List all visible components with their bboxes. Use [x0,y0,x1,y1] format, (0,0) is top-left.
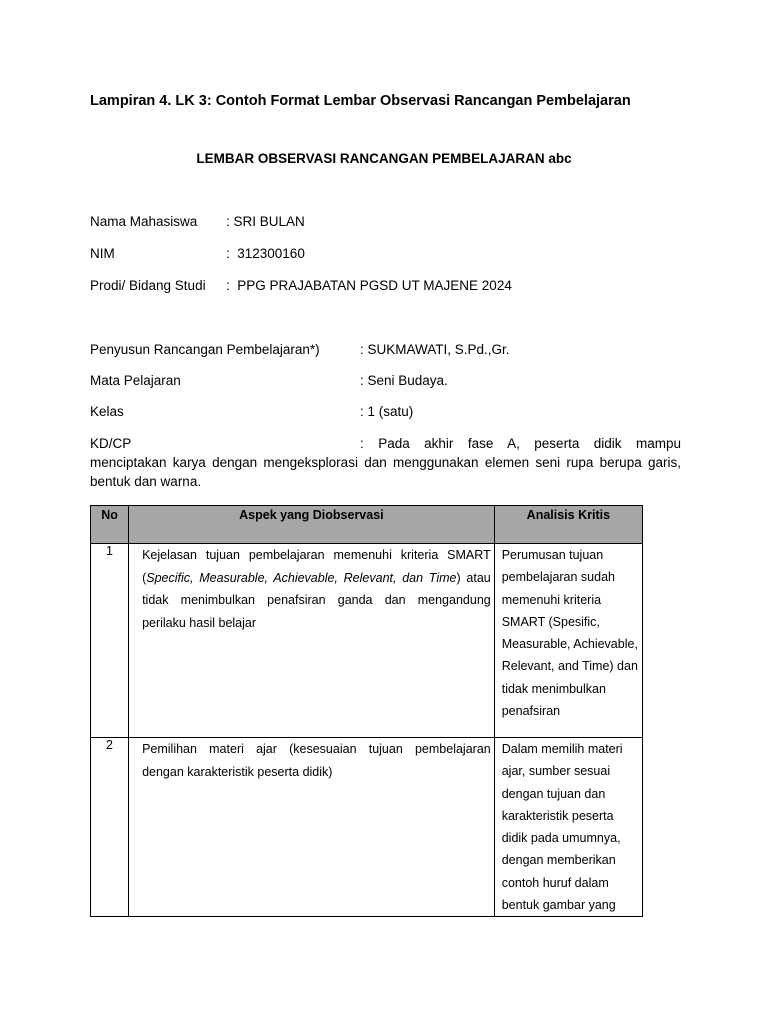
smart-criteria-italic: Specific, Measurable, Achievable, Relevant, dan Time [146,570,457,585]
document-heading: Lampiran 4. LK 3: Contoh Format Lembar Observasi Rancangan Pembelajaran [90,93,631,109]
kd-rest: menciptakan karya dengan mengeksplorasi dan menggunakan elemen seni rupa berupa garis, bentuk dan warna. [90,455,681,489]
prodi-label: Prodi/ Bidang Studi [90,278,206,293]
name-label: Nama Mahasiswa [90,214,198,229]
analysis-cell: Perumusan tujuan pembelajaran sudah memenuhi kriteria SMART (Spesific, Measurable, Achievable, Relevant, and Time) dan tidak menimbulkan penafsiran [494,544,642,738]
analysis-cell: Dalam memilih materi ajar, sumber sesuai dengan tujuan dan karakteristik peserta didik pada umumnya, dengan memberikan contoh huruf dalam bentuk gambar yang [494,738,642,917]
row-number: 2 [91,738,129,917]
kd-first-line: : Pada akhir fase A, peserta didik mampu [360,436,681,451]
class-label: Kelas [90,404,124,419]
subject-value: : Seni Budaya. [360,373,448,388]
aspect-cell: Kejelasan tujuan pembelajaran memenuhi kriteria SMART (Specific, Measurable, Achievable, Relevant, dan Time) atau tidak menimbulkan penafsiran ganda dan mengandung perilaku hasil belajar [129,544,495,738]
table-row [91,544,643,738]
prodi-value: : PPG PRAJABATAN PGSD UT MAJENE 2024 [226,278,512,293]
kd-cp-text [90,434,681,491]
observation-table [90,505,643,917]
subject-label: Mata Pelajaran [90,373,181,388]
nim-value: : 312300160 [226,246,305,261]
row-number: 1 [91,544,129,738]
table-header-row [91,506,643,544]
nim-label: NIM [90,246,115,261]
aspect-cell: Pemilihan materi ajar (kesesuaian tujuan pembelajaran dengan karakteristik peserta didik) [129,738,495,917]
header-no: No [91,506,129,544]
kd-label: KD/CP [90,436,132,451]
header-aspect: Aspek yang Diobservasi [129,506,495,544]
author-label: Penyusun Rancangan Pembelajaran*) [90,342,320,357]
name-value: : SRI BULAN [226,214,305,229]
table-row [91,738,643,917]
form-title: LEMBAR OBSERVASI RANCANGAN PEMBELAJARAN abc [196,151,572,166]
author-value: : SUKMAWATI, S.Pd.,Gr. [360,342,510,357]
class-value: : 1 (satu) [360,404,414,419]
header-analysis: Analisis Kritis [494,506,642,544]
